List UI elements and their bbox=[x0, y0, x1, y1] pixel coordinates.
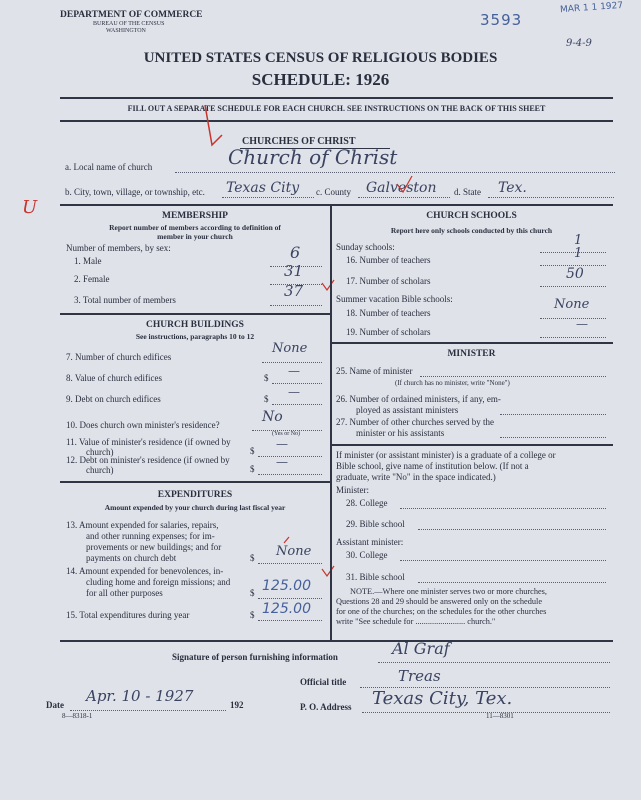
body-bottom-rule bbox=[60, 640, 613, 642]
q25-label: 25. Name of minister bbox=[336, 366, 413, 376]
q9-dollar: $ bbox=[264, 394, 269, 404]
q12-label-2: church) bbox=[86, 465, 114, 475]
q10-note: (Yes or No) bbox=[272, 431, 301, 437]
minister-title: MINISTER bbox=[447, 349, 496, 359]
official-title-value: Treas bbox=[398, 667, 441, 685]
q29-line bbox=[418, 529, 606, 530]
local-name-label: a. Local name of church bbox=[65, 162, 153, 172]
buildings-bottom-rule bbox=[60, 481, 330, 483]
department-label: DEPARTMENT OF COMMERCE bbox=[60, 10, 203, 20]
q14-line bbox=[258, 598, 322, 599]
q25-note: (If church has no minister, write "None") bbox=[395, 379, 510, 387]
q8-dollar: $ bbox=[264, 373, 269, 383]
q25-line bbox=[420, 376, 606, 377]
q19-label: 19. Number of scholars bbox=[346, 327, 431, 337]
q18-line bbox=[540, 318, 606, 319]
local-name-value: Church of Christ bbox=[228, 145, 398, 169]
instruction-line: FILL OUT A SEPARATE SCHEDULE FOR EACH CHURCH. SEE INSTRUCTIONS ON THE BACK OF THIS SHEET bbox=[127, 104, 546, 113]
county-field-label: c. County bbox=[316, 187, 351, 197]
city-field-label: b. City, town, village, or township, etc. bbox=[65, 187, 205, 197]
summer-schools-label: Summer vacation Bible schools: bbox=[336, 294, 453, 304]
q15-dollar: $ bbox=[250, 610, 255, 620]
expenditures-title: EXPENDITURES bbox=[157, 490, 233, 500]
q9-line bbox=[272, 404, 322, 405]
note-line-3: for one of the churches; on the schedules for the other churches bbox=[336, 607, 547, 616]
asst-minister-subhead: Assistant minister: bbox=[336, 537, 404, 547]
q15-line bbox=[258, 620, 322, 621]
signature-value: Al Graf bbox=[392, 639, 450, 658]
minister-subhead: Minister: bbox=[336, 485, 369, 495]
q13-value: None bbox=[276, 544, 312, 559]
q10-label: 10. Does church own minister's residence? bbox=[66, 420, 220, 430]
q27-line bbox=[500, 437, 606, 438]
q12-value: — bbox=[276, 455, 288, 469]
q27-line-1: 27. Number of other churches served by the bbox=[336, 417, 494, 427]
q28-label: 28. College bbox=[346, 498, 388, 508]
date-label: Date bbox=[46, 700, 64, 710]
q13-line-2: and other running expenses; for im- bbox=[86, 531, 215, 541]
q13-dollar: $ bbox=[250, 553, 255, 563]
margin-mark: U bbox=[22, 197, 38, 218]
note-line-4: write "See schedule for ........................ church." bbox=[336, 617, 496, 626]
q16-value: 1 bbox=[574, 246, 583, 261]
denomination-label: CHURCHES OF CHRIST bbox=[242, 136, 356, 147]
signature-label: Signature of person furnishing information bbox=[172, 652, 338, 662]
q26-line-2: ployed as assistant ministers bbox=[356, 405, 459, 415]
q29-label: 29. Bible school bbox=[346, 519, 405, 529]
q19-line bbox=[540, 337, 606, 338]
q11-label-2: church) bbox=[86, 447, 114, 457]
sunday-schools-count: 1 bbox=[574, 233, 583, 248]
q7-label: 7. Number of church edifices bbox=[66, 352, 172, 362]
membership-subtitle-2: member in your church bbox=[157, 232, 233, 241]
form-code: 8—8318-1 bbox=[62, 712, 93, 720]
city-label: WASHINGTON bbox=[106, 28, 146, 34]
print-code: 11—8301 bbox=[486, 712, 514, 720]
q31-label: 31. Bible school bbox=[346, 572, 405, 582]
form-main-title: UNITED STATES CENSUS OF RELIGIOUS BODIES bbox=[143, 50, 498, 66]
form-number-stamp: 3593 bbox=[480, 11, 523, 29]
address-value: Texas City, Tex. bbox=[372, 688, 513, 709]
city-field-value: Texas City bbox=[226, 180, 300, 196]
q12-label-1: 12. Debt on minister's residence (if owned by bbox=[66, 455, 230, 465]
sunday-schools-line bbox=[540, 252, 606, 253]
schools-subtitle: Report here only schools conducted by this church bbox=[390, 226, 553, 235]
q14-dollar: $ bbox=[250, 588, 255, 598]
schedule-title: SCHEDULE: 1926 bbox=[251, 70, 390, 89]
expenditures-subtitle: Amount expended by your church during last fiscal year bbox=[104, 503, 286, 512]
q28-line bbox=[400, 508, 606, 509]
male-value: 6 bbox=[290, 243, 301, 262]
date-value: Apr. 10 - 1927 bbox=[86, 687, 194, 705]
male-label: 1. Male bbox=[74, 256, 102, 266]
schools-bottom-rule bbox=[330, 342, 613, 344]
q30-line bbox=[400, 560, 606, 561]
q31-line bbox=[418, 582, 606, 583]
date-line bbox=[70, 710, 226, 711]
q17-line bbox=[540, 286, 606, 287]
address-label: P. O. Address bbox=[300, 702, 352, 712]
grad-line-2: Bible school, give name of institution below. (If not a bbox=[336, 461, 529, 471]
female-label: 2. Female bbox=[74, 274, 110, 284]
total-members-label: 3. Total number of members bbox=[74, 295, 176, 305]
members-by-sex-label: Number of members, by sex: bbox=[66, 243, 171, 253]
q9-value: — bbox=[288, 385, 300, 399]
q15-label: 15. Total expenditures during year bbox=[66, 610, 190, 620]
sunday-schools-label: Sunday schools: bbox=[336, 242, 395, 252]
q15-value: 125.00 bbox=[262, 601, 311, 617]
q14-line-3: for all other purposes bbox=[86, 588, 163, 598]
q7-value: None bbox=[272, 341, 308, 356]
q13-line-1: 13. Amount expended for salaries, repairs, bbox=[66, 520, 219, 530]
received-date-stamp: MAR 1 1 1927 bbox=[559, 0, 624, 16]
q9-label: 9. Debt on church edifices bbox=[66, 394, 161, 404]
q17-value: 50 bbox=[566, 266, 584, 282]
state-field-value: Tex. bbox=[498, 180, 527, 196]
q11-dollar: $ bbox=[250, 446, 255, 456]
state-field-label: d. State bbox=[454, 187, 481, 197]
q13-line bbox=[258, 563, 322, 564]
q8-value: — bbox=[288, 364, 300, 378]
q11-label-1: 11. Value of minister's residence (if owned by bbox=[66, 437, 231, 447]
bureau-label: BUREAU OF THE CENSUS bbox=[93, 21, 165, 27]
q27-line-2: minister or his assistants bbox=[356, 428, 445, 438]
q14-line-2: cluding home and foreign missions; and bbox=[86, 577, 231, 587]
q14-value: 125.00 bbox=[262, 578, 311, 594]
schools-title: CHURCH SCHOOLS bbox=[426, 211, 517, 221]
q8-line bbox=[272, 383, 322, 384]
buildings-title: CHURCH BUILDINGS bbox=[146, 320, 244, 330]
minister-divider-rule bbox=[330, 444, 613, 446]
total-members-line bbox=[270, 305, 322, 306]
total-members-value: 37 bbox=[284, 282, 304, 300]
q12-line bbox=[258, 474, 322, 475]
official-title-label: Official title bbox=[300, 677, 347, 687]
q11-value: — bbox=[276, 437, 288, 451]
q26-line bbox=[500, 414, 606, 415]
membership-title: MEMBERSHIP bbox=[162, 211, 228, 221]
q10-value: No bbox=[262, 409, 283, 425]
county-field-value: Galveston bbox=[366, 180, 437, 196]
q17-label: 17. Number of scholars bbox=[346, 276, 431, 286]
membership-bottom-rule bbox=[60, 313, 330, 315]
note-line-2: Questions 28 and 29 should be answered only on the schedule bbox=[336, 597, 543, 606]
column-divider bbox=[330, 204, 332, 640]
q19-value: — bbox=[576, 317, 588, 331]
q18-label: 18. Number of teachers bbox=[346, 308, 431, 318]
grad-line-1: If minister (or assistant minister) is a graduate of a college or bbox=[336, 450, 556, 460]
q14-line-1: 14. Amount expended for benevolences, in- bbox=[66, 566, 224, 576]
signature-line bbox=[378, 662, 610, 663]
q13-line-4: payments on church debt bbox=[86, 553, 177, 563]
q11-line bbox=[258, 456, 322, 457]
date-year-print: 192 bbox=[230, 700, 244, 710]
q16-label: 16. Number of teachers bbox=[346, 255, 431, 265]
q26-line-1: 26. Number of ordained ministers, if any, em- bbox=[336, 394, 501, 404]
female-value: 31 bbox=[284, 262, 304, 280]
membership-subtitle-1: Report number of members according to definition of bbox=[109, 223, 281, 232]
reference-mark: 9-4-9 bbox=[566, 38, 592, 49]
q30-label: 30. College bbox=[346, 550, 388, 560]
q12-dollar: $ bbox=[250, 464, 255, 474]
note-line-1: NOTE.—Where one minister serves two or more churches, bbox=[350, 587, 547, 596]
buildings-subtitle: See instructions, paragraphs 10 to 12 bbox=[135, 332, 255, 341]
q18-value: None bbox=[554, 297, 590, 312]
grad-line-3: graduate, write "No" in the space indicated.) bbox=[336, 472, 496, 482]
q7-line bbox=[262, 362, 322, 363]
q8-label: 8. Value of church edifices bbox=[66, 373, 163, 383]
body-top-rule bbox=[60, 204, 613, 206]
q13-line-3: provements or new buildings; and for bbox=[86, 542, 222, 552]
